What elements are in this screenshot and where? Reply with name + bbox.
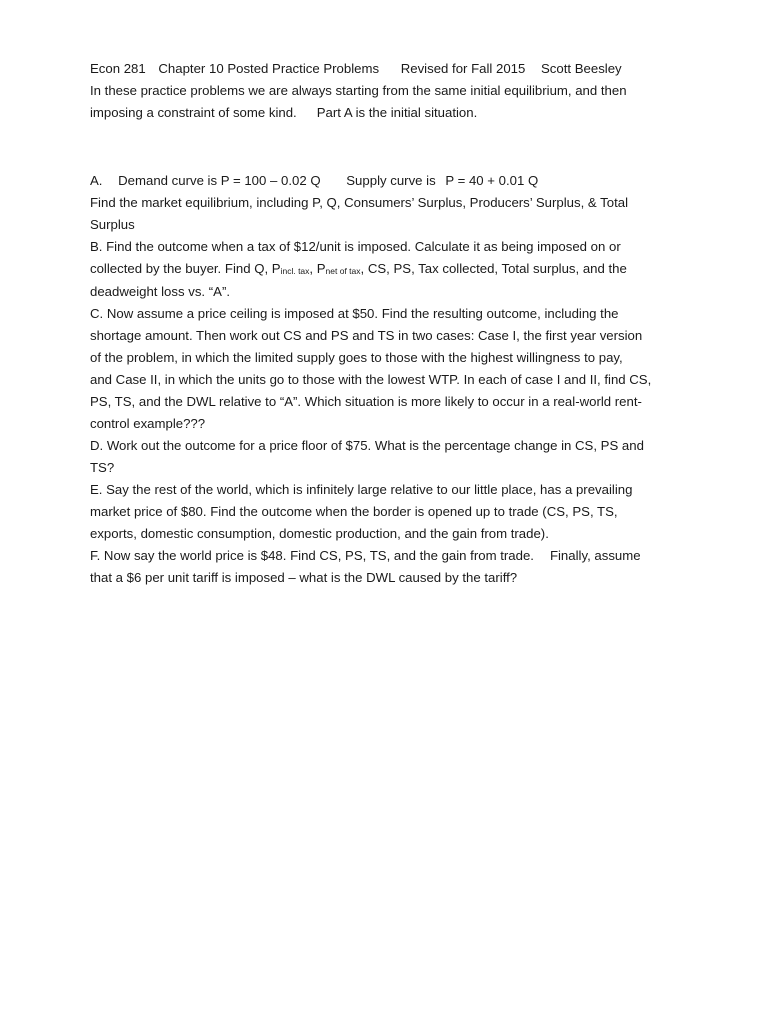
part-a-task-line-1: Find the market equilibrium, including P, Q, Consumers’ Surplus, Producers’ Surplus, & Total <box>90 195 628 210</box>
document-body <box>90 58 680 589</box>
part-d-line-2: TS? <box>90 460 115 475</box>
part-e-line-3: exports, domestic consumption, domestic production, and the gain from trade). <box>90 526 549 541</box>
part-a-task-line-2: Surplus <box>90 217 135 232</box>
part-b-line-2 <box>90 258 680 281</box>
part-d-paragraph <box>90 435 680 479</box>
chapter-title: Chapter 10 Posted Practice Problems <box>158 61 380 76</box>
part-f-paragraph <box>90 545 680 589</box>
part-c-line-1: C. Now assume a price ceiling is imposed at $50. Find the resulting outcome, including the <box>90 306 619 321</box>
part-e-line-1: E. Say the rest of the world, which is infinitely large relative to our little place, has a prevailing <box>90 482 633 497</box>
price-incl-tax-subscript: incl. tax <box>280 266 310 276</box>
revision-note: Revised for Fall 2015 <box>400 61 526 76</box>
supply-curve-label: Supply curve is <box>346 173 436 188</box>
price-net-of-tax-subscript: net of tax <box>325 266 361 276</box>
part-f-line-1a: F. Now say the world price is $48. Find CS, PS, TS, and the gain from trade. <box>90 548 534 563</box>
supply-curve: P = 40 + 0.01 Q <box>445 173 539 188</box>
part-f-line-1 <box>90 545 680 567</box>
part-f-line-2: that a $6 per unit tariff is imposed – what is the DWL caused by the tariff? <box>90 570 518 585</box>
intro-paragraph <box>90 80 680 124</box>
part-d-line-1: D. Work out the outcome for a price floor of $75. What is the percentage change in CS, PS and <box>90 438 644 453</box>
part-b-line-1: B. Find the outcome when a tax of $12/unit is imposed. Calculate it as being imposed on or <box>90 239 621 254</box>
part-a-task <box>90 192 680 236</box>
part-c-line-4: and Case II, in which the units go to those with the lowest WTP. In each of case I and II, find CS, <box>90 372 652 387</box>
part-e-paragraph <box>90 479 680 545</box>
part-e-line-2: market price of $80. Find the outcome when the border is opened up to trade (CS, PS, TS, <box>90 504 618 519</box>
part-c-line-3: of the problem, in which the limited supply goes to those with the highest willingness to pay, <box>90 350 623 365</box>
part-b-line-2a: collected by the buyer. Find Q, P <box>90 261 281 276</box>
part-f-line-1b: Finally, assume <box>549 548 641 563</box>
part-b-line-2c: , CS, PS, Tax collected, Total surplus, and the <box>360 261 627 276</box>
part-a-equations <box>90 170 680 192</box>
course-name: Econ 281 <box>90 61 146 76</box>
part-b-paragraph <box>90 236 680 303</box>
author-name: Scott Beesley <box>541 61 622 76</box>
part-c-line-2: shortage amount. Then work out CS and PS and TS in two cases: Case I, the first year version <box>90 328 643 343</box>
part-c-line-6: control example??? <box>90 416 206 431</box>
part-b-line-2b: , P <box>309 261 326 276</box>
part-c-line-5: PS, TS, and the DWL relative to “A”. Which situation is more likely to occur in a real-world rent- <box>90 394 642 409</box>
intro-line-2 <box>90 102 680 124</box>
document-header <box>90 58 680 80</box>
demand-curve: Demand curve is P = 100 – 0.02 Q <box>118 173 321 188</box>
intro-line-2a: imposing a constraint of some kind. <box>90 105 297 120</box>
intro-line-2b: Part A is the initial situation. <box>316 105 478 120</box>
intro-line-1: In these practice problems we are always starting from the same initial equilibrium, and then <box>90 83 627 98</box>
part-b-line-3: deadweight loss vs. “A”. <box>90 284 230 299</box>
part-c-paragraph <box>90 303 680 435</box>
part-a-label: A. <box>90 173 103 188</box>
